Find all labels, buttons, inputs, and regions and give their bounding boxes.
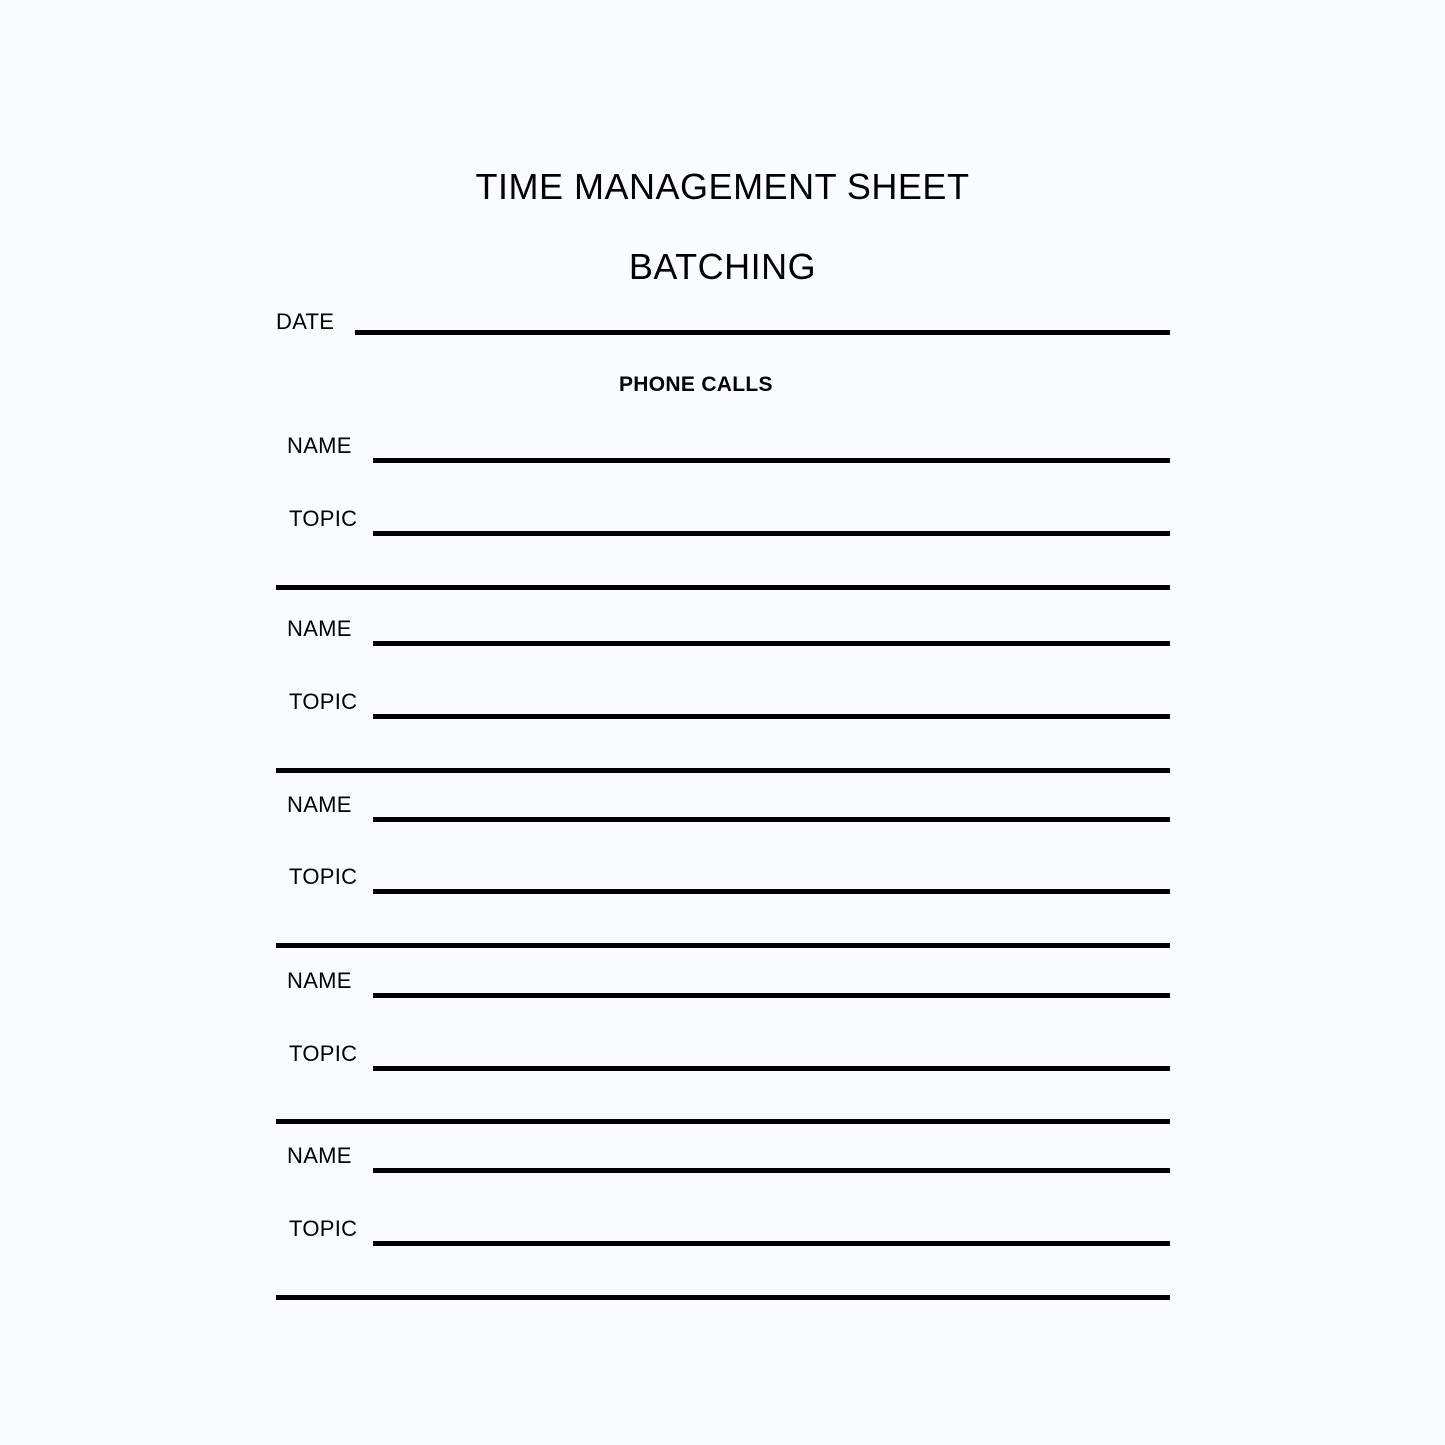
page-title: TIME MANAGEMENT SHEET	[475, 166, 970, 207]
entry-divider	[276, 943, 1170, 948]
topic-field-line[interactable]	[373, 1241, 1170, 1246]
name-field-line[interactable]	[373, 641, 1170, 646]
topic-label: TOPIC	[289, 1041, 358, 1066]
topic-label: TOPIC	[289, 506, 358, 531]
date-label: DATE	[276, 309, 335, 334]
section-heading: PHONE CALLS	[619, 373, 773, 396]
entry-divider	[276, 1119, 1170, 1124]
name-label: NAME	[287, 1143, 352, 1168]
page-subtitle: BATCHING	[628, 246, 817, 287]
topic-label: TOPIC	[289, 864, 358, 889]
date-field-line[interactable]	[355, 330, 1170, 335]
name-label: NAME	[287, 616, 352, 641]
topic-field-line[interactable]	[373, 531, 1170, 536]
name-label: NAME	[287, 792, 352, 817]
name-field-line[interactable]	[373, 1168, 1170, 1173]
topic-label: TOPIC	[289, 689, 358, 714]
name-label: NAME	[287, 433, 352, 458]
name-field-line[interactable]	[373, 993, 1170, 998]
topic-label: TOPIC	[289, 1216, 358, 1241]
name-field-line[interactable]	[373, 458, 1170, 463]
topic-field-line[interactable]	[373, 1066, 1170, 1071]
entry-divider	[276, 1295, 1170, 1300]
name-field-line[interactable]	[373, 817, 1170, 822]
name-label: NAME	[287, 968, 352, 993]
topic-field-line[interactable]	[373, 714, 1170, 719]
entry-divider	[276, 585, 1170, 590]
entry-divider	[276, 768, 1170, 773]
topic-field-line[interactable]	[373, 889, 1170, 894]
